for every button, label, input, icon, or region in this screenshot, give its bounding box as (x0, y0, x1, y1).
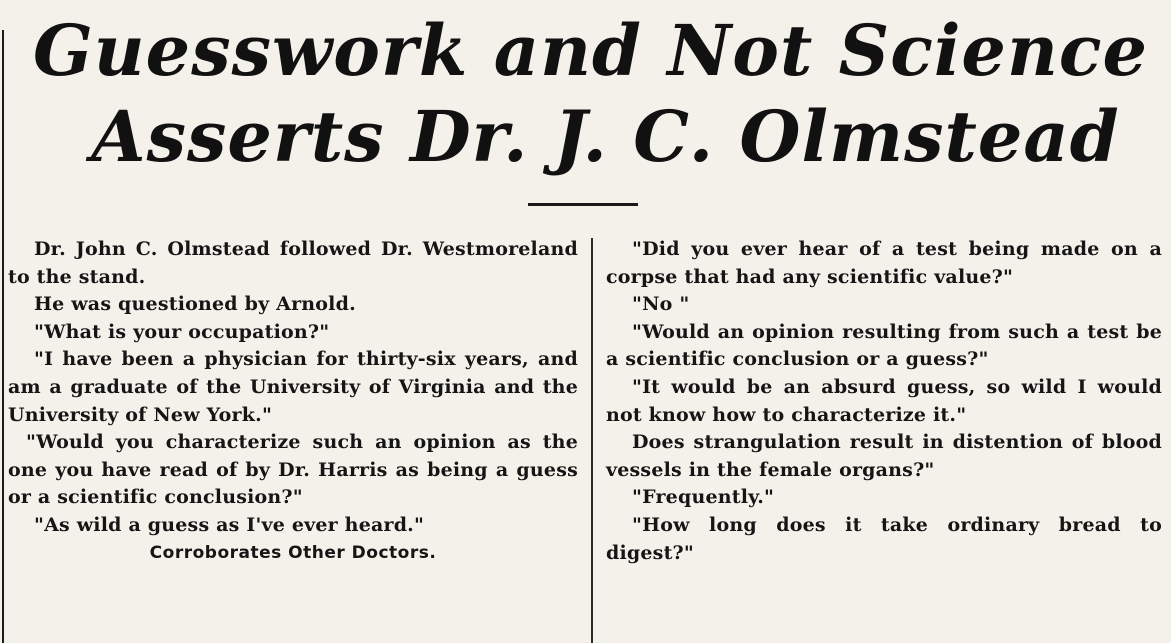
paragraph: "It would be an absurd guess, so wild I would not know how to characterize it." (606, 375, 1162, 426)
paragraph: "I have been a physician for thirty-six years, and am a graduate of the University of Virginia and the University of New York." (8, 348, 578, 426)
subheading: Corroborates Other Doctors. (149, 542, 437, 563)
paragraph: Dr. John C. Olmstead followed Dr. Westmoreland to the stand. (8, 238, 578, 288)
paragraph: "How long does it take ordinary bread to digest?" (606, 513, 1162, 564)
paragraph: "What is your occupation?" (34, 320, 330, 343)
headline (0, 8, 1171, 180)
paragraph: "Frequently." (632, 486, 775, 509)
paragraph: "Did you ever hear of a test being made on a corpse that had any scientific value?" (606, 238, 1162, 288)
paragraph: "Would an opinion resulting from such a test be a scientific conclusion or a guess?" (606, 320, 1162, 371)
headline-divider-rule (528, 203, 638, 206)
article-column-right (606, 236, 1162, 567)
paragraph: Does strangulation result in distention of blood vessels in the female organs?" (606, 431, 1162, 481)
column-divider-rule (591, 238, 593, 643)
paragraph: "Would you characterize such an opinion as the one you have read of by Dr. Harris as being a guess or a scientific conclusion?" (8, 431, 578, 509)
article-column-left (8, 236, 578, 567)
paragraph: "As wild a guess as I've ever heard." (34, 513, 425, 536)
paragraph: He was questioned by Arnold. (34, 293, 356, 316)
headline-line-1: Guesswork and Not Science (32, 9, 1149, 92)
headline-line-2: Asserts Dr. J. C. Olmstead (91, 95, 1120, 178)
paragraph: "No " (632, 293, 690, 316)
